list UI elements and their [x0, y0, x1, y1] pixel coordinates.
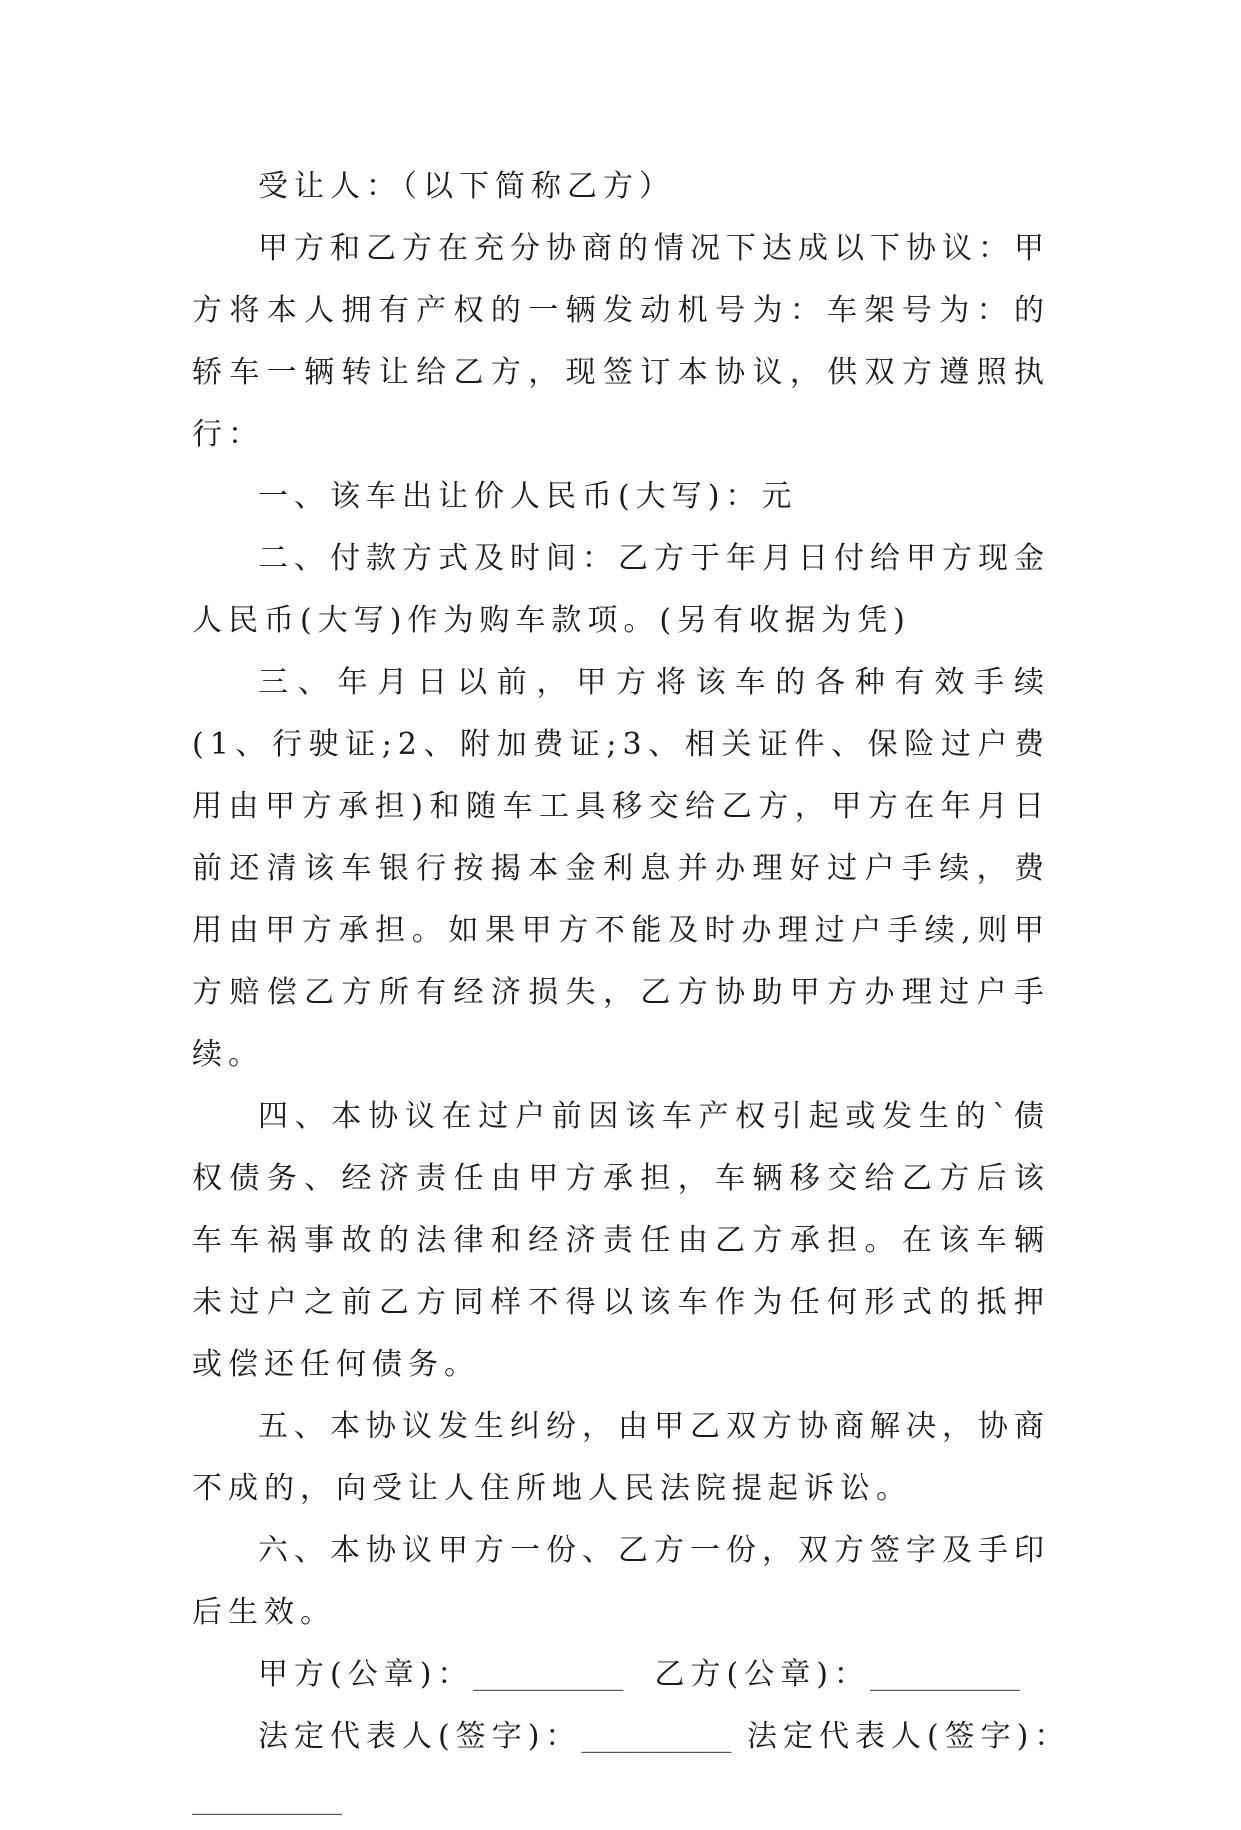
paragraph-agreement-intro: 甲方和乙方在充分协商的情况下达成以下协议：甲方将本人拥有产权的一辆发动机号为：车架号为：的轿车一辆转让给乙方，现签订本协议，供双方遵照执行： — [192, 231, 1050, 452]
paragraph-clause-5-disputes: 五、本协议发生纠纷，由甲乙双方协商解决，协商不成的，向受让人住所地人民法院提起诉讼。 — [192, 1409, 1050, 1506]
paragraph-clause-2-payment: 二、付款方式及时间：乙方于年月日付给甲方现金人民币(大写)作为购车款项。(另有收据为凭) — [192, 541, 1050, 638]
paragraph-clause-3-documents: 三、年月日以前，甲方将该车的各种有效手续(1、行驶证;2、附加费证;3、相关证件、保险过户费用由甲方承担)和随车工具移交给乙方，甲方在年月日前还清该车银行按揭本金利息并办理好过户手续，费用由甲方承担。如果甲方不能及时办理过户手续,则甲方赔偿乙方所有经济损失，乙方协助甲方办理过户手续。 — [192, 665, 1050, 1072]
party-a-seal-blank[interactable]: __________ — [473, 1657, 624, 1692]
paragraph-clause-6-copies: 六、本协议甲方一份、乙方一份，双方签字及手印后生效。 — [192, 1533, 1050, 1630]
party-b-rep-blank[interactable]: __________ — [192, 1781, 342, 1816]
party-b-seal-label: 乙方(公章)： — [654, 1657, 870, 1692]
party-a-rep-blank[interactable]: __________ — [581, 1719, 732, 1754]
agreement-body — [192, 156, 1071, 1830]
paragraph-clause-1-price: 一、该车出让价人民币(大写)：元 — [258, 479, 798, 514]
party-b-seal-blank[interactable]: __________ — [869, 1657, 1020, 1692]
signature-rep-line — [192, 1706, 1071, 1768]
paragraph-clause-4-liability: 四、本协议在过户前因该车产权引起或发生的`债权债务、经济责任由甲方承担，车辆移交给乙方后该车车祸事故的法律和经济责任由乙方承担。在该车辆未过户之前乙方同样不得以该车作为任何形式的抵押或偿还任何债务。 — [192, 1099, 1050, 1382]
party-a-rep-label: 法定代表人(签字)： — [258, 1719, 582, 1754]
signature-seal-line — [192, 1644, 1050, 1706]
party-b-rep-label: 法定代表人(签字)： — [746, 1719, 1071, 1754]
party-a-seal-label: 甲方(公章)： — [258, 1657, 474, 1692]
paragraph-transferee: 受让人：（以下简称乙方） — [258, 169, 675, 204]
